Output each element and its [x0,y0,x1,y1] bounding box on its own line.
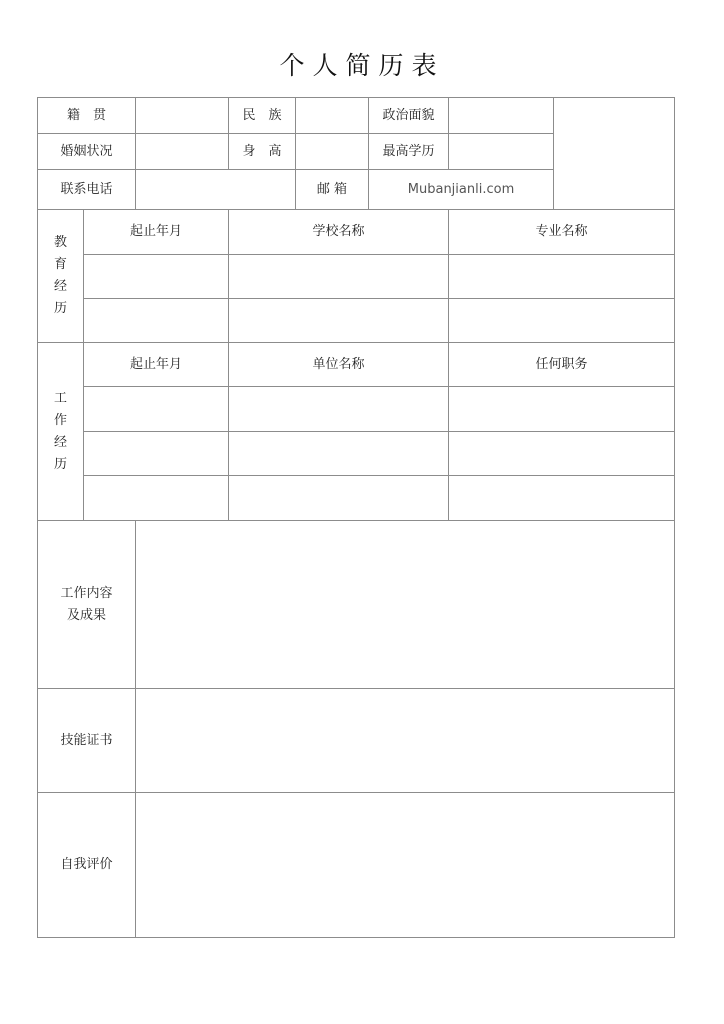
edu-header-school: 学校名称 [228,209,448,254]
label-native-place: 籍 贯 [37,97,135,133]
self-evaluation-field[interactable] [135,792,675,938]
work-row-1-period[interactable] [83,386,228,431]
skills-label: 技能证书 [37,688,135,792]
field-height[interactable] [295,133,368,169]
label-education-level: 最高学历 [368,133,448,169]
work-header-company: 单位名称 [228,342,448,386]
work-content-label: 工作内容 及成果 [37,520,135,688]
skills-field[interactable] [135,688,675,792]
work-row-2-position[interactable] [448,431,675,475]
label-email: 邮 箱 [295,169,368,209]
page-title: 个人简历表 [279,51,445,80]
field-phone[interactable] [135,169,295,209]
edu-row-2-school[interactable] [228,298,448,342]
education-section-label: 教 育 经 历 [37,209,83,342]
work-header-period: 起止年月 [83,342,228,386]
edu-row-2-period[interactable] [83,298,228,342]
work-row-2-company[interactable] [228,431,448,475]
label-political-status: 政治面貌 [368,97,448,133]
edu-header-major: 专业名称 [448,209,675,254]
work-row-3-position[interactable] [448,475,675,520]
field-education-level[interactable] [448,133,553,169]
field-email[interactable]: Mubanjianli.com [368,169,553,209]
work-header-position: 任何职务 [448,342,675,386]
work-row-2-period[interactable] [83,431,228,475]
self-evaluation-label: 自我评价 [37,792,135,938]
photo-area[interactable] [553,97,675,209]
field-native-place[interactable] [135,97,228,133]
work-row-1-company[interactable] [228,386,448,431]
edu-row-1-major[interactable] [448,254,675,298]
label-ethnicity: 民 族 [228,97,295,133]
label-height: 身 高 [228,133,295,169]
work-section-label: 工 作 经 历 [37,342,83,520]
label-phone: 联系电话 [37,169,135,209]
field-ethnicity[interactable] [295,97,368,133]
work-row-3-period[interactable] [83,475,228,520]
field-marital-status[interactable] [135,133,228,169]
edu-row-1-period[interactable] [83,254,228,298]
field-political-status[interactable] [448,97,553,133]
work-row-1-position[interactable] [448,386,675,431]
edu-header-period: 起止年月 [83,209,228,254]
work-row-3-company[interactable] [228,475,448,520]
label-marital-status: 婚姻状况 [37,133,135,169]
work-content-field[interactable] [135,520,675,688]
edu-row-1-school[interactable] [228,254,448,298]
edu-row-2-major[interactable] [448,298,675,342]
